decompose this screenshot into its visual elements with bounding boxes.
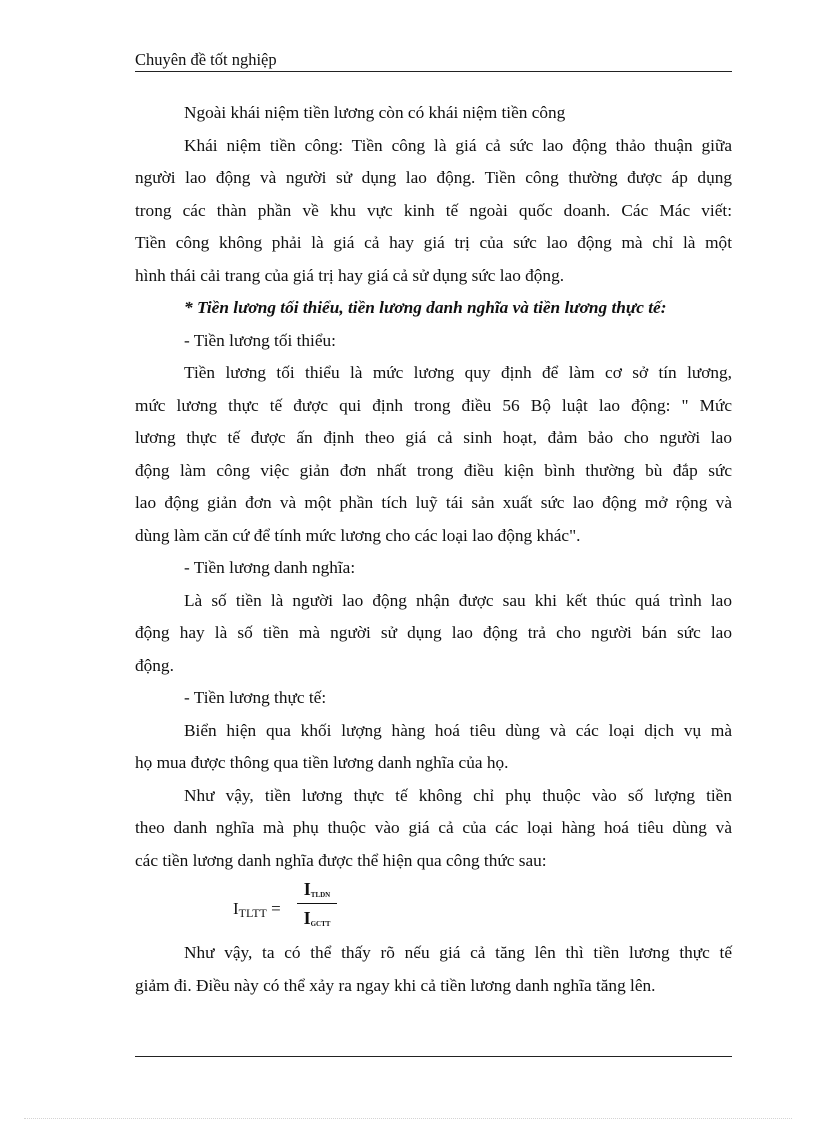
formula-lhs-symbol: I (233, 899, 239, 918)
subheading-nominal-wage: - Tiền lương danh nghĩa: (184, 558, 356, 577)
formula-denominator-subscript: GCTT (310, 920, 331, 928)
real-wage-formula (135, 877, 732, 937)
paragraph-line: theo danh nghĩa mà phụ thuộc vào giá cả của các loại hàng hoá tiêu dùng và (135, 818, 732, 837)
paragraph-line: Là số tiền là người lao động nhận được sau khi kết thúc quá trình lao (184, 590, 732, 610)
paragraph-line: trong các thàn phần về khu vực kinh tế ngoài quốc doanh. Các Mác viết: (135, 200, 732, 220)
header-rule (135, 71, 732, 72)
section-heading: * Tiền lương tối thiểu, tiền lương danh nghĩa và tiền lương thực tế: (184, 298, 667, 317)
paragraph-line: Biển hiện qua khối lượng hàng hoá tiêu dùng và các loại dịch vụ mà (184, 720, 732, 740)
paragraph-line: người lao động và người sử dụng lao động. Tiền công thường được áp dụng (135, 168, 732, 187)
paragraph-line: Tiền lương tối thiểu là mức lương quy định để làm cơ sở tín lương, (184, 363, 732, 382)
paragraph-line: Ngoài khái niệm tiền lương còn có khái niệm tiền công (184, 103, 566, 122)
formula-denominator (297, 906, 337, 931)
page-header (135, 50, 732, 70)
paragraph-line: mức lương thực tế được qui định trong điều 56 Bộ luật lao động: " Mức (135, 395, 732, 415)
document-body (135, 97, 732, 1002)
paragraph-line: động. (135, 655, 174, 675)
paragraph-line: hình thái cải trang của giá trị hay giá cả sử dụng sức lao động. (135, 265, 565, 285)
paragraph-line: động hay là số tiền mà người sử dụng lao động trả cho người bán sức lao (135, 623, 732, 642)
formula-numerator-subscript: TLDN (310, 891, 331, 899)
formula-denominator-symbol: I (303, 908, 311, 928)
paragraph-line: lương thực tế được ấn định theo giá cả sinh hoạt, đảm bảo cho người lao (135, 428, 732, 447)
paragraph-line: họ mua được thông qua tiền lương danh nghĩa của họ. (135, 753, 509, 772)
paragraph-line: giảm đi. Điều này có thể xảy ra ngay khi cả tiền lương danh nghĩa tăng lên. (135, 975, 656, 995)
paragraph-line: các tiền lương danh nghĩa được thể hiện qua công thức sau: (135, 850, 547, 870)
formula-fraction (297, 877, 337, 931)
header-title: Chuyên đề tốt nghiệp (135, 50, 277, 69)
formula-numerator-symbol: I (303, 879, 311, 899)
formula-numerator (297, 877, 337, 902)
paragraph-line: động làm công việc giản đơn nhất trong điều kiện bình thường bù đắp sức (135, 460, 732, 480)
page-edge-dotted-line (24, 1118, 792, 1119)
paragraph-line: Tiền công không phải là giá cả hay giá trị của sức lao động mà chỉ là một (135, 233, 732, 252)
paragraph-line: Như vậy, tiền lương thực tế không chỉ phụ thuộc vào số lượng tiền (184, 785, 732, 805)
subheading-real-wage: - Tiền lương thực tế: (184, 688, 327, 707)
paragraph-line: Khái niệm tiền công: Tiền công là giá cả sức lao động thảo thuận giữa (184, 135, 732, 155)
formula-equals: = (271, 899, 281, 918)
formula-lhs (233, 899, 281, 921)
fraction-bar (297, 903, 337, 904)
paragraph-line: lao động giản đơn và một phần tích luỹ tái sản xuất sức lao động mở rộng và (135, 493, 732, 512)
footer-rule (135, 1056, 732, 1057)
formula-lhs-subscript: TLTT (238, 906, 267, 920)
subheading-min-wage: - Tiền lương tối thiểu: (184, 330, 336, 350)
paragraph-line: Như vậy, ta có thể thấy rõ nếu giá cả tăng lên thì tiền lương thực tế (184, 943, 732, 962)
paragraph-line: dùng làm căn cứ để tính mức lương cho các loại lao động khác". (135, 525, 581, 545)
